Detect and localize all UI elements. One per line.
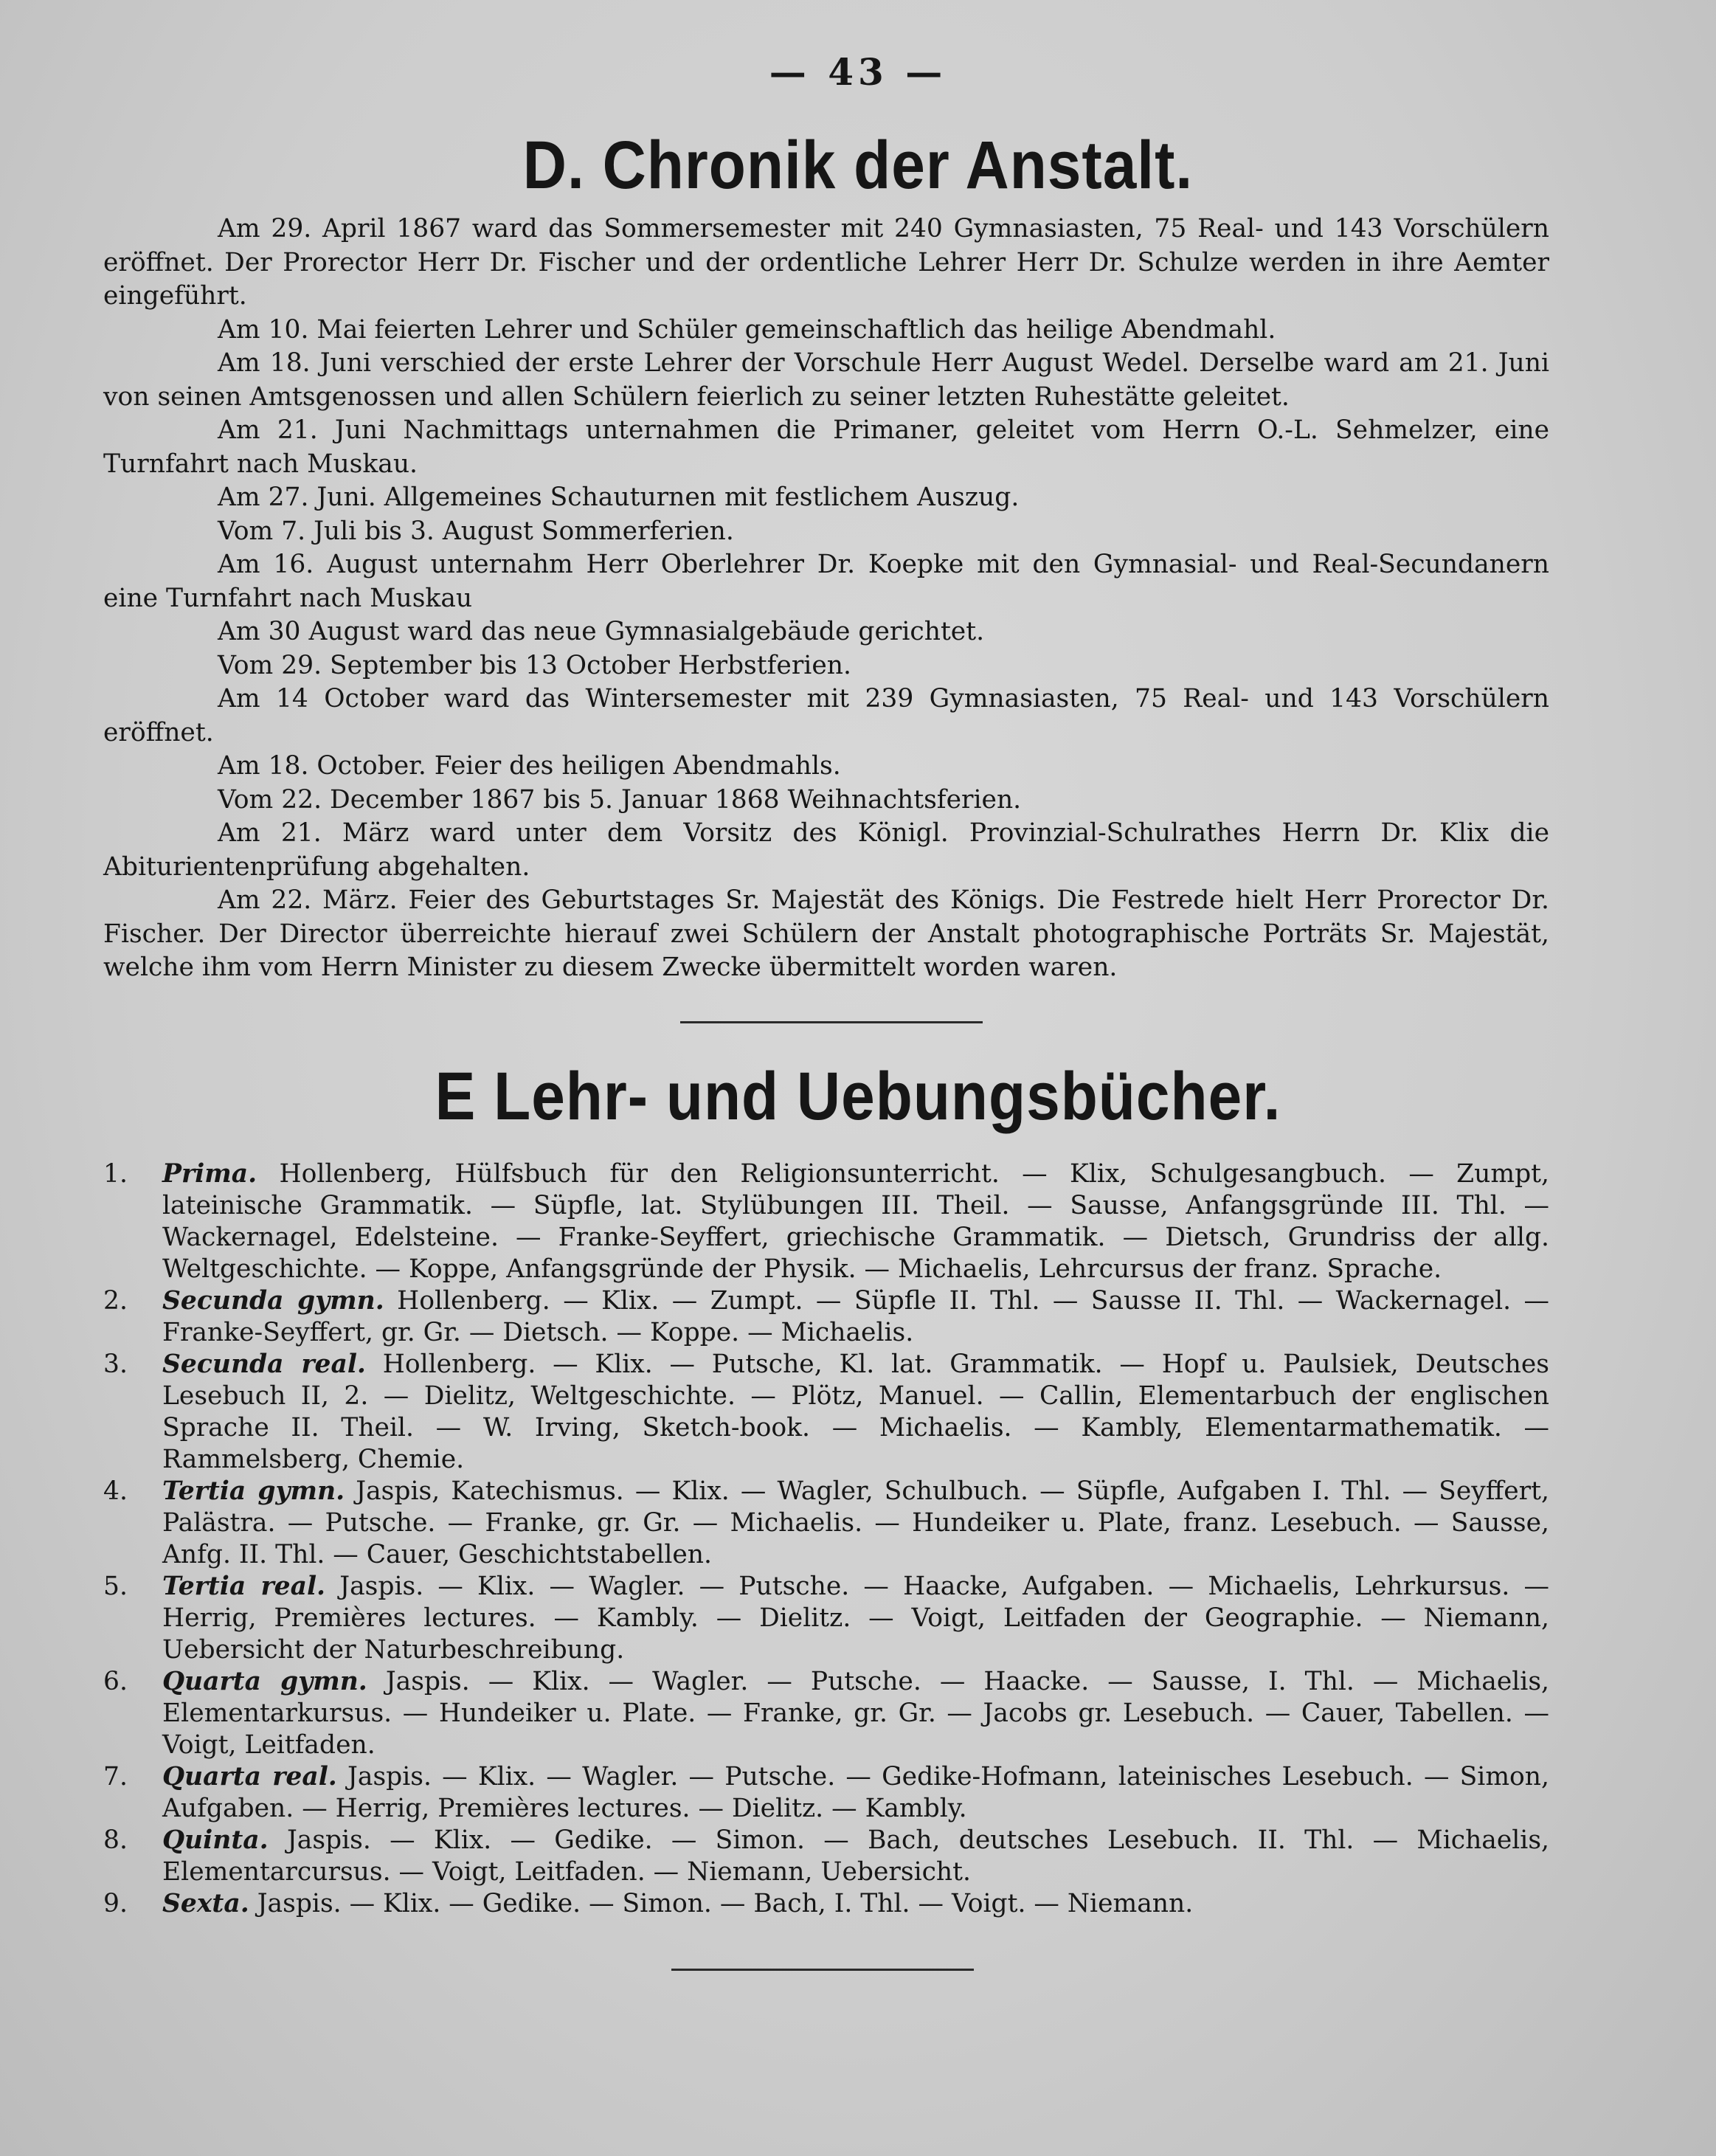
textbook-list (103, 1158, 1549, 1920)
book-list-text: Hollenberg. — Klix. — Putsche, Kl. lat. Grammatik. — Hopf u. Paulsiek, Deutsches Lesebuch II, 2. — Dielitz, Weltgeschichte. — Plötz, Manuel. — Callin, Elementarbuch der englischen Sprache II. Theil. — W. Irving, Sketch-book. — Michaelis. — Kambly, Elementarmathematik. — Rammelsberg, Chemie. (162, 1350, 1550, 1474)
list-item (103, 1761, 1549, 1825)
class-name: Quarta real. (162, 1762, 337, 1792)
item-number: 4. (103, 1476, 128, 1506)
section-d-title: D. Chronik der Anstalt. (522, 128, 1194, 204)
book-list-text: Jaspis. — Klix. — Gedike. — Simon. — Bach, deutsches Lesebuch. II. Thl. — Michaelis, Elementarcursus. — Voigt, Leitfaden. — Niemann, Uebersicht. (162, 1825, 1550, 1887)
book-list-text: Jaspis. — Klix. — Wagler. — Putsche. — Haacke. — Sausse, I. Thl. — Michaelis, Elementarkursus. — Hundeiker u. Plate. — Franke, gr. Gr. — Jacobs gr. Lesebuch. — Cauer, Tabellen. — Voigt, Leitfaden. (162, 1667, 1549, 1760)
chronik-paragraph: Vom 29. September bis 13 October Herbstferien. (218, 650, 851, 680)
chronik-paragraph: Vom 22. December 1867 bis 5. Januar 1868 Weihnachtsferien. (218, 784, 1022, 815)
chronik-paragraph: Am 16. August unternahm Herr Oberlehrer Dr. Koepke mit den Gymnasial- und Real-Secundanern eine Turnfahrt nach Muskau (103, 550, 1549, 613)
list-item (103, 1888, 1549, 1920)
class-name: Tertia real. (162, 1572, 326, 1601)
item-number: 5. (103, 1572, 128, 1601)
class-name: Quarta gymn. (162, 1667, 367, 1696)
item-number: 1. (103, 1159, 128, 1189)
chronik-paragraph: Am 10. Mai feierten Lehrer und Schüler gemeinschaftlich das heilige Abendmahl. (218, 314, 1276, 345)
list-item (103, 1666, 1549, 1761)
item-number: 9. (103, 1889, 128, 1918)
list-item (103, 1476, 1549, 1571)
chronik-paragraph: Am 21. Juni Nachmittags unternahmen die Primaner, geleitet vom Herrn O.-L. Sehmelzer, eine Turnfahrt nach Muskau. (103, 415, 1549, 479)
class-name: Tertia gymn. (162, 1476, 345, 1506)
chronik-paragraph: Am 27. Juni. Allgemeines Schauturnen mit festlichem Auszug. (218, 483, 1020, 512)
chronik-paragraph: Am 30 August ward das neue Gymnasialgebäude gerichtet. (218, 617, 985, 646)
item-number: 3. (103, 1350, 128, 1379)
section-divider (680, 1021, 983, 1023)
list-item (103, 1349, 1549, 1476)
chronik-text (103, 213, 1549, 985)
list-item (103, 1571, 1549, 1666)
section-e-title: E Lehr- und Uebungsbücher. (435, 1059, 1281, 1135)
list-item (103, 1825, 1549, 1888)
chronik-paragraph: Am 18. October. Feier des heiligen Abendmahls. (218, 751, 841, 781)
list-item (103, 1285, 1549, 1349)
page-number: — 43 — (769, 50, 947, 94)
end-divider (671, 1969, 974, 1971)
class-name: Secunda real. (162, 1350, 366, 1379)
class-name: Prima. (162, 1159, 257, 1189)
item-number: 6. (103, 1667, 128, 1696)
book-list-text: Jaspis. — Klix. — Gedike. — Simon. — Bach, I. Thl. — Voigt. — Niemann. (257, 1889, 1194, 1918)
chronik-paragraph: Vom 7. Juli bis 3. August Sommerferien. (218, 516, 734, 546)
item-number: 7. (103, 1762, 128, 1792)
class-name: Quinta. (162, 1825, 269, 1855)
book-list-text: Jaspis. — Klix. — Wagler. — Putsche. — Gedike-Hofmann, lateinisches Lesebuch. — Simon, Aufgaben. — Herrig, Premières lectures. — Dielitz. — Kambly. (162, 1762, 1549, 1823)
book-list-text: Hollenberg, Hülfsbuch für den Religionsunterricht. — Klix, Schulgesangbuch. — Zumpt, lateinische Grammatik. — Süpfle, lat. Stylübungen III. Theil. — Sausse, Anfangsgründe III. Thl. — Wackernagel, Edelsteine. — Franke-Seyffert, griechische Grammatik. — Dietsch, Grundriss der allg. Weltgeschichte. — Koppe, Anfangsgründe der Physik. — Michaelis, Lehrcursus der franz. Sprache. (162, 1159, 1549, 1284)
book-list-text: Hollenberg. — Klix. — Zumpt. — Süpfle II. Thl. — Sausse II. Thl. — Wackernagel. — Franke-Seyffert, gr. Gr. — Dietsch. — Koppe. — Michaelis. (162, 1286, 1550, 1347)
class-name: Sexta. (162, 1889, 249, 1918)
chronik-paragraph: Am 22. März. Feier des Geburtstages Sr. Majestät des Königs. Die Festrede hielt Herr Prorector Dr. Fischer. Der Director überreichte hierauf zwei Schülern der Anstalt photographische Porträts Sr. Majestät, welche ihm vom Herrn Minister zu diesem Zwecke übermittelt worden waren. (103, 885, 1549, 982)
chronik-paragraph: Am 29. April 1867 ward das Sommersemester mit 240 Gymnasiasten, 75 Real- und 143 Vorschülern eröffnet. Der Prorector Herr Dr. Fischer und der ordentliche Lehrer Herr Dr. Schulze werden in ihre Aemter eingeführt. (103, 214, 1549, 311)
chronik-paragraph: Am 18. Juni verschied der erste Lehrer der Vorschule Herr August Wedel. Derselbe ward am 21. Juni von seinen Amtsgenossen und allen Schülern feierlich zu seiner letzten Ruhestätte geleitet. (103, 348, 1549, 412)
book-list-text: Jaspis. — Klix. — Wagler. — Putsche. — Haacke, Aufgaben. — Michaelis, Lehrkursus. — Herrig, Premières lectures. — Kambly. — Dielitz. — Voigt, Leitfaden der Geographie. — Niemann, Uebersicht der Naturbeschreibung. (162, 1572, 1550, 1665)
chronik-paragraph: Am 21. März ward unter dem Vorsitz des Königl. Provinzial-Schulrathes Herrn Dr. Klix die Abiturientenprüfung abgehalten. (103, 818, 1549, 882)
item-number: 8. (103, 1825, 128, 1855)
item-number: 2. (103, 1286, 128, 1316)
list-item (103, 1158, 1549, 1285)
chronik-paragraph: Am 14 October ward das Wintersemester mit 239 Gymnasiasten, 75 Real- und 143 Vorschülern eröffnet. (103, 684, 1549, 747)
book-list-text: Jaspis, Katechismus. — Klix. — Wagler, Schulbuch. — Süpfle, Aufgaben I. Thl. — Seyffert, Palästra. — Putsche. — Franke, gr. Gr. — Michaelis. — Hundeiker u. Plate, franz. Lesebuch. — Sausse, Anfg. II. Thl. — Cauer, Geschichtstabellen. (162, 1476, 1549, 1569)
class-name: Secunda gymn. (162, 1286, 384, 1316)
